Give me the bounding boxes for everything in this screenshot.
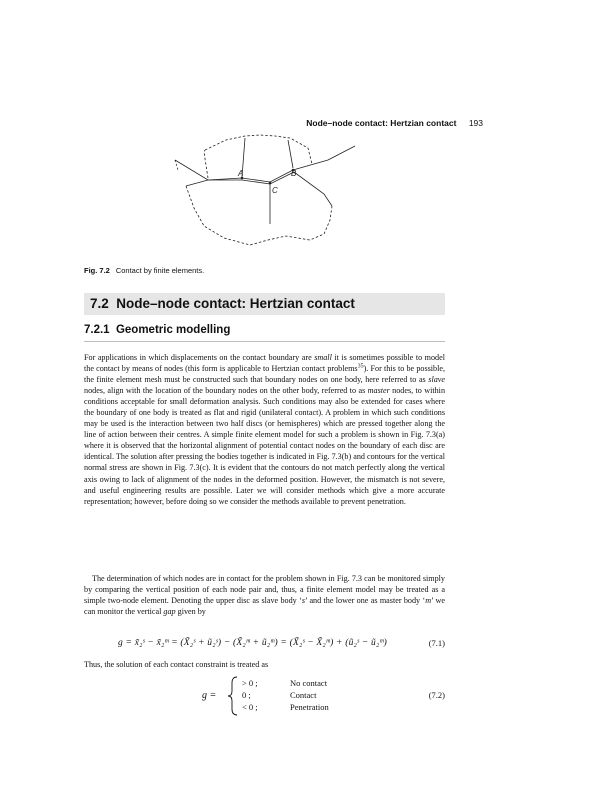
text-run: The determination of which nodes are in contact for the problem shown in Fig. 7.3 can be monitored simply by comparing the vertical position of each node pair and, thus, a finite element model may be treated as a simple two-node element. Denoting the upper disc as slave body ‘ (84, 574, 445, 606)
right-guide (328, 146, 355, 160)
body-paragraph-2 (84, 573, 445, 617)
text-run: nodes, align with the location of the boundary nodes on the other body, referred to as (84, 386, 368, 396)
equation-7-1-number: (7.1) (428, 638, 445, 648)
text-run: ’ we can monitor the vertical (84, 596, 445, 617)
running-head-title: Node–node contact: Hertzian contact (306, 118, 457, 128)
case-penetration (242, 702, 329, 712)
emphasis: s (301, 596, 305, 606)
figure-caption-text: Contact by finite elements. (115, 266, 205, 275)
case-no-contact (242, 678, 327, 688)
emphasis: master (367, 386, 390, 396)
case-condition: < 0 ; (242, 702, 258, 712)
emphasis: gap (163, 607, 176, 617)
emphasis: small (314, 353, 332, 362)
case-contact (242, 690, 316, 700)
node-label-c: C (272, 186, 278, 195)
case-condition: > 0 ; (242, 678, 258, 688)
upper-contact-boundary (175, 160, 328, 182)
case-condition: 0 ; (242, 690, 251, 700)
mesh-edge (288, 140, 293, 168)
upper-body-boundary (205, 135, 312, 164)
equation-lead-in: Thus, the solution of each contact constraint is treated as (84, 660, 269, 669)
subsection-title: Geometric modelling (115, 324, 231, 336)
left-brace-icon (226, 676, 240, 716)
section-heading (90, 296, 355, 311)
contact-figure (160, 130, 370, 260)
equation-7-1 (84, 638, 445, 652)
text-run: For applications in which displacements on the contact boundary are (84, 353, 315, 362)
text-run: it is sometimes possible to model the contact by means of nodes (this form is applicable to Hertzian contact problems (84, 353, 445, 374)
emphasis: m (425, 596, 432, 606)
node-c (269, 182, 272, 185)
page-number: 193 (468, 118, 483, 128)
text-run: ). For this to be possible, the finite element mesh must be constructed such that boundary nodes on one body, here referred to as (84, 364, 445, 385)
case-label: Contact (290, 690, 317, 700)
case-label: No contact (290, 678, 328, 688)
section-title: Node–node contact: Hertzian contact (116, 296, 355, 311)
equation-7-1-expression: g = x̃₂ˢ − x̃₂ᵐ = (X̃₂ˢ + ũ₂ˢ) − (X̃₂ᵐ + ũ₂ᵐ) = (X̃₂ˢ − X̃₂ᵐ) + (ũ₂ˢ − ũ₂ᵐ) (118, 638, 387, 648)
node-label-b: B (291, 169, 297, 178)
body-paragraph-1 (84, 352, 445, 507)
node-label-a: A (238, 169, 244, 178)
text-run: given by (175, 607, 206, 617)
subsection-heading (84, 324, 230, 336)
text-run: ’ and the lower one as master body ‘ (304, 596, 426, 606)
running-head (300, 118, 483, 130)
text-run: nodes, to within conditions acceptable for small deformation analysis. Such conditions may also be extended for cases where the boundary of one body is treated as flat and rigid (unilateral contact). A problem in which such conditions may be used is the interaction between two half discs (or hemispheres) which are pressed together along the line of action between their centres. A simple finite element model for such a problem is shown in Fig. 7.3(a) where it is observed that the horizontal alignment of potential contact nodes on the boundary of each disc are identical. The solution after pressing the bodies together is indicated in Fig. 7.3(b) and contours for the vertical normal stress are shown in Fig. 7.3(c). It is evident that the contours do not match perfectly along the vertical axis owing to lack of alignment of the nodes in the deformed position. However, the mismatch is not severe, and useful engineering results are possible. Later we will consider methods which give a more accurate representation; however, before doing so we consider the methods available to prevent penetration. (84, 386, 446, 506)
equation-7-2 (84, 676, 445, 716)
equation-7-2-lhs: g = (202, 690, 217, 701)
emphasis: slave (428, 375, 445, 385)
subsection-rule (84, 341, 445, 342)
case-label: Penetration (290, 702, 329, 712)
figure-caption (84, 266, 204, 275)
subsection-number: 7.2.1 (84, 324, 110, 336)
reference-superscript: 35 (357, 363, 364, 370)
upper-left-side (204, 150, 208, 178)
lower-body-boundary (186, 186, 332, 245)
figure-caption-label: Fig. 7.2 (84, 266, 110, 275)
section-number: 7.2 (90, 296, 109, 311)
equation-7-2-number: (7.2) (428, 690, 445, 700)
